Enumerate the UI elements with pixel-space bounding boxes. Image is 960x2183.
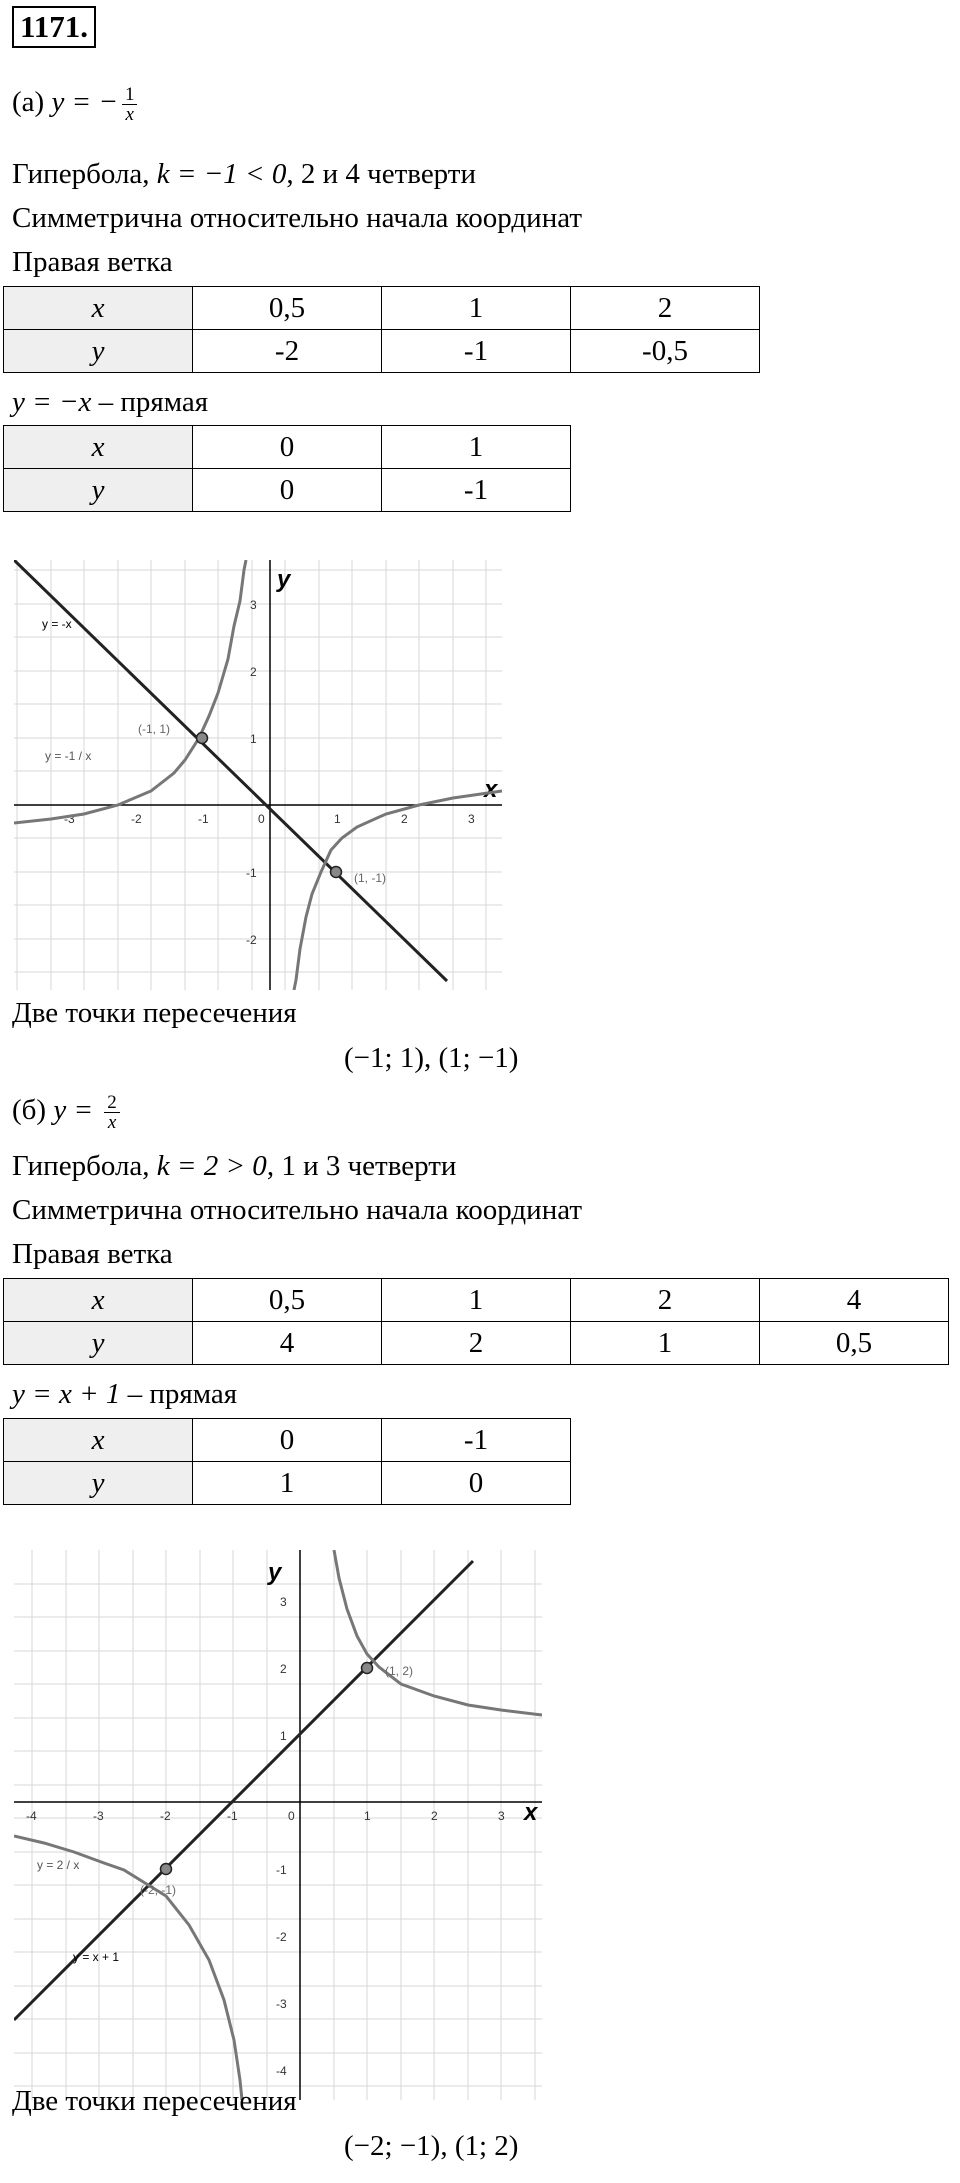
- table-header-y: y: [4, 469, 193, 512]
- part-b-hyperbola-line: [12, 1148, 456, 1184]
- part-b-table-hyperbola: [3, 1278, 949, 1365]
- y-tick-label: -3: [276, 1997, 287, 2011]
- part-b-fraction: [104, 1093, 120, 1132]
- point-label: (1, -1): [354, 871, 387, 885]
- part-a-formula-lhs: y = −: [51, 86, 118, 118]
- table-row: [4, 287, 760, 330]
- table-cell: 1: [382, 1279, 571, 1322]
- y-axis-label: y: [268, 1559, 282, 1586]
- x-tick-label: 3: [468, 812, 475, 826]
- y-tick-label: 1: [280, 1729, 287, 1743]
- part-a-line-equation: [12, 384, 208, 420]
- hyperbola-left-branch: [14, 1836, 242, 2100]
- part-a-fraction: [122, 85, 138, 124]
- part-b-label: (б): [12, 1094, 47, 1126]
- grid: [14, 1550, 542, 2100]
- part-b-line1-suffix: , 1 и 3 четверти: [266, 1150, 457, 1182]
- x-tick-label: -3: [64, 812, 75, 826]
- part-a-conclusion: Две точки пересечения: [12, 997, 297, 1029]
- x-tick-label: 2: [401, 812, 408, 826]
- table-cell: -1: [382, 1419, 571, 1462]
- table-cell: 0: [193, 426, 382, 469]
- y-tick-label: 3: [250, 598, 257, 612]
- hyperbola-left-branch: [14, 560, 246, 823]
- part-a-table-hyperbola: [3, 286, 760, 373]
- table-cell: 0: [193, 1419, 382, 1462]
- table-header-x: x: [4, 1279, 193, 1322]
- x-tick-label: -4: [26, 1809, 37, 1823]
- table-cell: 4: [760, 1279, 949, 1322]
- x-tick-label: -1: [198, 812, 209, 826]
- y-tick-label: -1: [276, 1863, 287, 1877]
- table-cell: 4: [193, 1322, 382, 1365]
- table-cell: -1: [382, 330, 571, 373]
- part-a-line1-prefix: Гипербола,: [12, 158, 157, 190]
- table-row: [4, 1462, 571, 1505]
- y-tick-label: 2: [250, 665, 257, 679]
- part-a-frac-num: 1: [122, 85, 138, 105]
- table-header-x: x: [4, 426, 193, 469]
- y-tick-label: -2: [246, 933, 257, 947]
- table-cell: 1: [193, 1462, 382, 1505]
- table-row: [4, 1322, 949, 1365]
- table-cell: 1: [382, 287, 571, 330]
- part-a-formula: [12, 84, 137, 124]
- part-a-symmetry-line: Симметрична относительно начала координат: [12, 202, 583, 234]
- part-b-line1-math: k = 2 > 0: [156, 1150, 267, 1182]
- part-b-line1-prefix: Гипербола,: [12, 1150, 157, 1182]
- part-a-line-eq: y = −x: [12, 386, 92, 418]
- part-b-formula-lhs: y =: [53, 1094, 101, 1126]
- curve-label-hyperbola: y = 2 / x: [37, 1858, 80, 1872]
- part-b-graph: [14, 1550, 542, 2100]
- curve-label-hyperbola: y = -1 / x: [45, 749, 92, 763]
- table-cell: 0: [193, 469, 382, 512]
- table-cell: 1: [571, 1322, 760, 1365]
- x-tick-labels: [26, 1809, 505, 1823]
- table-cell: 2: [382, 1322, 571, 1365]
- x-tick-label: 3: [498, 1809, 505, 1823]
- x-tick-label: -2: [131, 812, 142, 826]
- point-label: (-2, -1): [140, 1883, 176, 1897]
- y-tick-label: -4: [276, 2064, 287, 2078]
- part-b-right-branch: Правая ветка: [12, 1238, 173, 1270]
- table-row: [4, 330, 760, 373]
- part-a-points: (−1; 1), (1; −1): [344, 1042, 519, 1074]
- table-row: [4, 469, 571, 512]
- part-b-formula: [12, 1092, 120, 1132]
- table-cell: -0,5: [571, 330, 760, 373]
- point-label: (1, 2): [385, 1664, 414, 1678]
- x-tick-label: 1: [364, 1809, 371, 1823]
- table-header-x: x: [4, 1419, 193, 1462]
- part-a-hyperbola-line: [12, 156, 476, 192]
- table-header-y: y: [4, 1322, 193, 1365]
- x-tick-label: -3: [93, 1809, 104, 1823]
- y-axis-label: y: [277, 566, 291, 593]
- part-b-line-equation: [12, 1376, 237, 1412]
- x-tick-label: 0: [288, 1809, 295, 1823]
- intersection-point-2: [161, 1864, 172, 1875]
- intersection-point-1: [197, 733, 208, 744]
- part-b-line-eq-suffix: – прямая: [120, 1378, 238, 1410]
- x-tick-label: 0: [258, 812, 265, 826]
- grid: [14, 560, 502, 990]
- y-tick-label: -1: [246, 866, 257, 880]
- table-cell: 2: [571, 1279, 760, 1322]
- point-label: (-1, 1): [138, 722, 171, 736]
- table-cell: 0,5: [760, 1322, 949, 1365]
- table-cell: 1: [382, 426, 571, 469]
- x-tick-label: 2: [431, 1809, 438, 1823]
- y-tick-label: 2: [280, 1662, 287, 1676]
- x-tick-label: 1: [334, 812, 341, 826]
- part-a-right-branch: Правая ветка: [12, 246, 173, 278]
- table-cell: 0,5: [193, 287, 382, 330]
- hyperbola-right-branch: [334, 1550, 542, 1715]
- problem-number: 1171.: [12, 6, 96, 48]
- table-cell: 0,5: [193, 1279, 382, 1322]
- table-row: [4, 1279, 949, 1322]
- y-tick-label: 3: [280, 1595, 287, 1609]
- part-a-frac-den: x: [125, 103, 134, 125]
- x-tick-label: -1: [227, 1809, 238, 1823]
- x-axis-label: x: [524, 1799, 538, 1826]
- table-row: [4, 426, 571, 469]
- part-a-line1-math: k = −1 < 0: [156, 158, 287, 190]
- y-tick-label: -2: [276, 1930, 287, 1944]
- part-a-table-line: [3, 425, 571, 512]
- x-axis-label: x: [484, 776, 498, 803]
- table-header-y: y: [4, 1462, 193, 1505]
- part-b-symmetry-line: Симметрична относительно начала координат: [12, 1194, 583, 1226]
- table-header-y: y: [4, 330, 193, 373]
- table-cell: -2: [193, 330, 382, 373]
- part-b-frac-den: x: [107, 1111, 117, 1133]
- table-cell: 2: [571, 287, 760, 330]
- part-a-label: (а): [12, 86, 45, 118]
- part-b-line-eq: y = x + 1: [12, 1378, 121, 1410]
- x-tick-label: -2: [160, 1809, 171, 1823]
- intersection-point-2: [331, 867, 342, 878]
- table-cell: 0: [382, 1462, 571, 1505]
- part-a-line1-suffix: , 2 и 4 четверти: [286, 158, 476, 190]
- part-b-table-line: [3, 1418, 571, 1505]
- curve-label-line: y = -x: [42, 617, 72, 631]
- part-b-frac-num: 2: [104, 1093, 120, 1113]
- curve-label-line: y = x + 1: [73, 1950, 120, 1964]
- table-header-x: x: [4, 287, 193, 330]
- part-b-conclusion: Две точки пересечения: [12, 2085, 297, 2117]
- intersection-point-1: [362, 1663, 373, 1674]
- part-a-graph: [14, 560, 502, 990]
- table-row: [4, 1419, 571, 1462]
- y-tick-labels: [276, 1595, 287, 2078]
- part-a-line-eq-suffix: – прямая: [91, 386, 209, 418]
- part-b-points: (−2; −1), (1; 2): [344, 2130, 519, 2162]
- table-cell: -1: [382, 469, 571, 512]
- y-tick-label: 1: [250, 732, 257, 746]
